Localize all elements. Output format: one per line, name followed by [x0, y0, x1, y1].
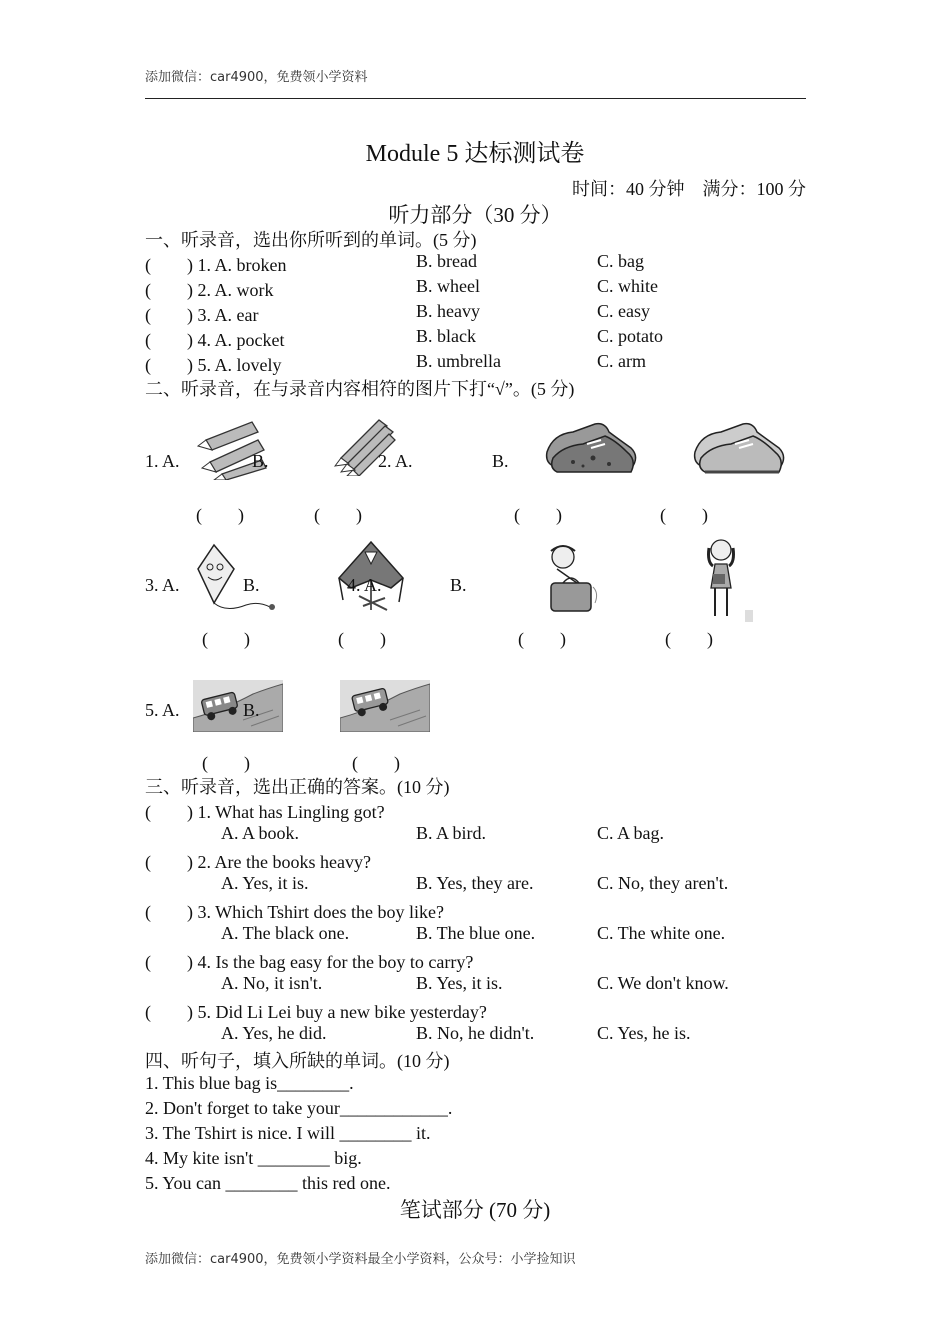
- part3-option-c: C. No, they aren't.: [597, 873, 729, 893]
- label-3a: 3. A.: [145, 575, 180, 595]
- part1-item-5: ( ) 5. A. lovely: [145, 355, 282, 375]
- label-3b: B.: [243, 575, 260, 595]
- part1-option-c: C. potato: [597, 326, 663, 346]
- label-2a: 2. A.: [378, 451, 413, 471]
- part3-option-a: A. Yes, it is.: [221, 873, 309, 893]
- label-4b: B.: [450, 575, 467, 595]
- label-1a: 1. A.: [145, 451, 180, 471]
- label-1b: B.: [252, 451, 269, 471]
- fill-blank-sentence: 5. You can ________ this red one.: [145, 1173, 391, 1193]
- part2-heading: 二、听录音，在与录音内容相符的图片下打“√”。(5 分): [145, 379, 575, 399]
- answer-bracket[interactable]: ( ): [518, 629, 566, 649]
- part1-option-b: B. bread: [416, 251, 477, 271]
- part3-option-a: A. Yes, he did.: [221, 1023, 327, 1043]
- fill-blank-sentence: 3. The Tshirt is nice. I will ________ it.: [145, 1123, 431, 1143]
- fill-blank-sentence: 2. Don't forget to take your____________.: [145, 1098, 453, 1118]
- part3-option-c: C. The white one.: [597, 923, 726, 943]
- part3-question-1: ( ) 1. What has Lingling got?: [145, 802, 385, 822]
- answer-bracket[interactable]: ( ): [352, 753, 400, 773]
- part3-option-b: B. No, he didn't.: [416, 1023, 535, 1043]
- fill-blank-sentence: 1. This blue bag is________.: [145, 1073, 354, 1093]
- fill-blank-sentence: 4. My kite isn't ________ big.: [145, 1148, 362, 1168]
- part3-option-c: C. We don't know.: [597, 973, 729, 993]
- part3-option-b: B. Yes, they are.: [416, 873, 534, 893]
- part3-option-b: B. A bird.: [416, 823, 487, 843]
- part1-option-b: B. umbrella: [416, 351, 501, 371]
- part3-option-a: A. No, it isn't.: [221, 973, 323, 993]
- girl-light-bag-picture: [703, 538, 755, 624]
- part3-question-3: ( ) 3. Which Tshirt does the boy like?: [145, 902, 445, 922]
- page-title: Module 5 达标测试卷: [365, 141, 585, 167]
- answer-bracket[interactable]: ( ): [514, 505, 562, 525]
- part4-heading: 四、听句子，填入所缺的单词。(10 分): [145, 1051, 450, 1071]
- header-rule: [145, 98, 806, 99]
- answer-bracket[interactable]: ( ): [202, 753, 250, 773]
- part3-heading: 三、听录音，选出正确的答案。(10 分): [145, 777, 450, 797]
- part1-option-b: B. heavy: [416, 301, 480, 321]
- label-4a: 4. A.: [347, 575, 382, 595]
- answer-bracket[interactable]: ( ): [665, 629, 713, 649]
- part1-option-c: C. arm: [597, 351, 646, 371]
- part1-item-3: ( ) 3. A. ear: [145, 305, 259, 325]
- part3-option-c: C. Yes, he is.: [597, 1023, 691, 1043]
- part3-option-c: C. A bag.: [597, 823, 665, 843]
- label-5b: B.: [243, 700, 260, 720]
- bus-uphill-picture-b: [340, 680, 430, 732]
- part3-option-a: A. The black one.: [221, 923, 350, 943]
- part3-option-b: B. The blue one.: [416, 923, 536, 943]
- part3-question-4: ( ) 4. Is the bag easy for the boy to carry?: [145, 952, 474, 972]
- part3-option-b: B. Yes, it is.: [416, 973, 503, 993]
- answer-bracket[interactable]: ( ): [660, 505, 708, 525]
- answer-bracket[interactable]: ( ): [196, 505, 244, 525]
- part1-item-4: ( ) 4. A. pocket: [145, 330, 285, 350]
- footer-text: 添加微信：car4900，免费领小学资料最全小学资料，公众号：小学捡知识: [145, 1252, 576, 1267]
- label-2b: B.: [492, 451, 509, 471]
- girl-heavy-bag-picture: [543, 543, 603, 615]
- part1-option-b: B. wheel: [416, 276, 480, 296]
- answer-bracket[interactable]: ( ): [202, 629, 250, 649]
- label-5a: 5. A.: [145, 700, 180, 720]
- header-text: 添加微信：car4900，免费领小学资料: [145, 70, 368, 85]
- part1-option-c: C. white: [597, 276, 658, 296]
- part1-item-1: ( ) 1. A. broken: [145, 255, 287, 275]
- part1-item-2: ( ) 2. A. work: [145, 280, 274, 300]
- clean-shoes-picture: [691, 418, 789, 478]
- part3-question-2: ( ) 2. Are the books heavy?: [145, 852, 371, 872]
- intact-kite-picture: [196, 543, 280, 615]
- part1-heading: 一、听录音，选出你所听到的单词。(5 分): [145, 230, 477, 250]
- writing-heading: 笔试部分 (70 分): [399, 1198, 551, 1222]
- bus-uphill-picture-a: [193, 680, 283, 732]
- answer-bracket[interactable]: ( ): [338, 629, 386, 649]
- dirty-shoes-picture: [543, 418, 639, 476]
- answer-bracket[interactable]: ( ): [314, 505, 362, 525]
- part1-option-b: B. black: [416, 326, 476, 346]
- part3-question-5: ( ) 5. Did Li Lei buy a new bike yesterday?: [145, 1002, 487, 1022]
- part1-option-c: C. easy: [597, 301, 650, 321]
- listening-heading: 听力部分（30 分）: [388, 203, 562, 227]
- time-info: 时间：40 分钟 满分：100 分: [572, 179, 806, 199]
- part1-option-c: C. bag: [597, 251, 644, 271]
- part3-option-a: A. A book.: [221, 823, 300, 843]
